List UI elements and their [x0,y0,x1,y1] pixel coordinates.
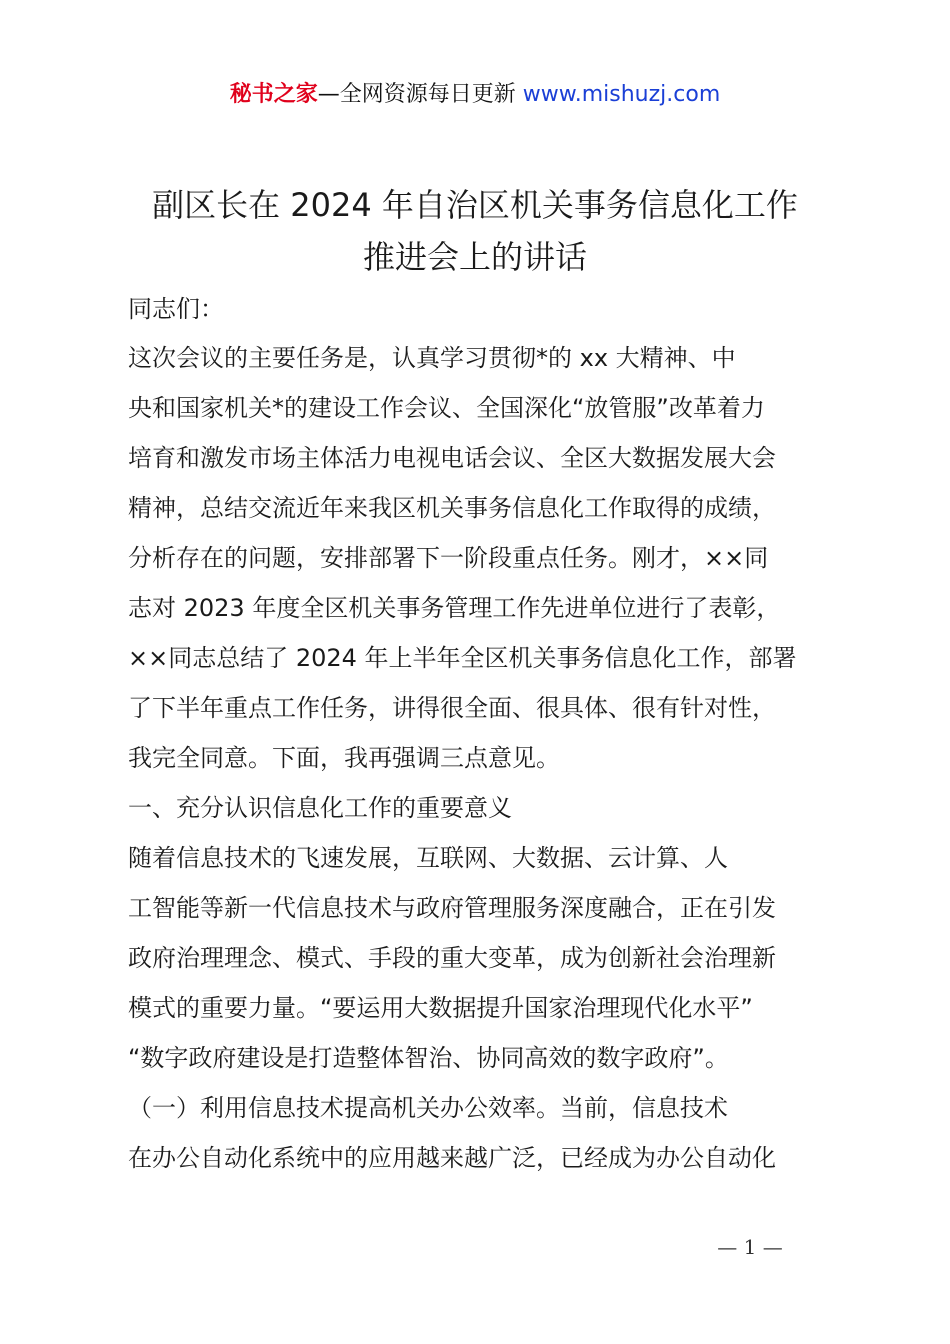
paragraph-line: 这次会议的主要任务是，认真学习贯彻*的 xx 大精神、中 [128,344,736,372]
paragraph-line: ××同志总结了 2024 年上半年全区机关事务信息化工作，部署 [128,644,797,672]
site-header [0,78,950,112]
paragraph-line: 我完全同意。下面，我再强调三点意见。 [128,744,560,772]
paragraph-line: 央和国家机关*的建设工作会议、全国深化“放管服”改革着力 [128,394,765,422]
paragraph-line: 志对 2023 年度全区机关事务管理工作先进单位进行了表彰， [128,594,781,622]
paragraph-line: 分析存在的问题，安排部署下一阶段重点任务。刚才，××同 [128,544,769,572]
section-heading: 一、充分认识信息化工作的重要意义 [128,794,512,822]
paragraph-line: “数字政府建设是打造整体智治、协同高效的数字政府”。 [128,1044,729,1072]
header-tagline: —全网资源每日更新 [317,82,523,107]
paragraph-line: 工智能等新一代信息技术与政府管理服务深度融合，正在引发 [128,894,776,922]
header-url-link[interactable]: www.mishuzj.com [522,82,721,107]
paragraph-line: 随着信息技术的飞速发展，互联网、大数据、云计算、人 [128,844,728,872]
salutation: 同志们： [128,295,224,323]
paragraph-line: 政府治理理念、模式、手段的重大变革，成为创新社会治理新 [128,944,776,972]
paragraph-line: 精神，总结交流近年来我区机关事务信息化工作取得的成绩， [128,494,776,522]
paragraph-line: 在办公自动化系统中的应用越来越广泛，已经成为办公自动化 [128,1144,776,1172]
header-brand: 秘书之家 [229,82,318,107]
document-title-line-1: 副区长在 2024 年自治区机关事务信息化工作 [152,186,798,224]
paragraph-line: （一）利用信息技术提高机关办公效率。当前，信息技术 [128,1094,728,1122]
paragraph-line: 了下半年重点工作任务，讲得很全面、很具体、很有针对性， [128,694,776,722]
paragraph-line: 培育和激发市场主体活力电视电话会议、全区大数据发展大会 [128,444,776,472]
document-title-line-2: 推进会上的讲话 [362,238,587,276]
paragraph-line: 模式的重要力量。“要运用大数据提升国家治理现代化水平” [128,994,753,1022]
page-number: — 1 — [717,1235,783,1259]
